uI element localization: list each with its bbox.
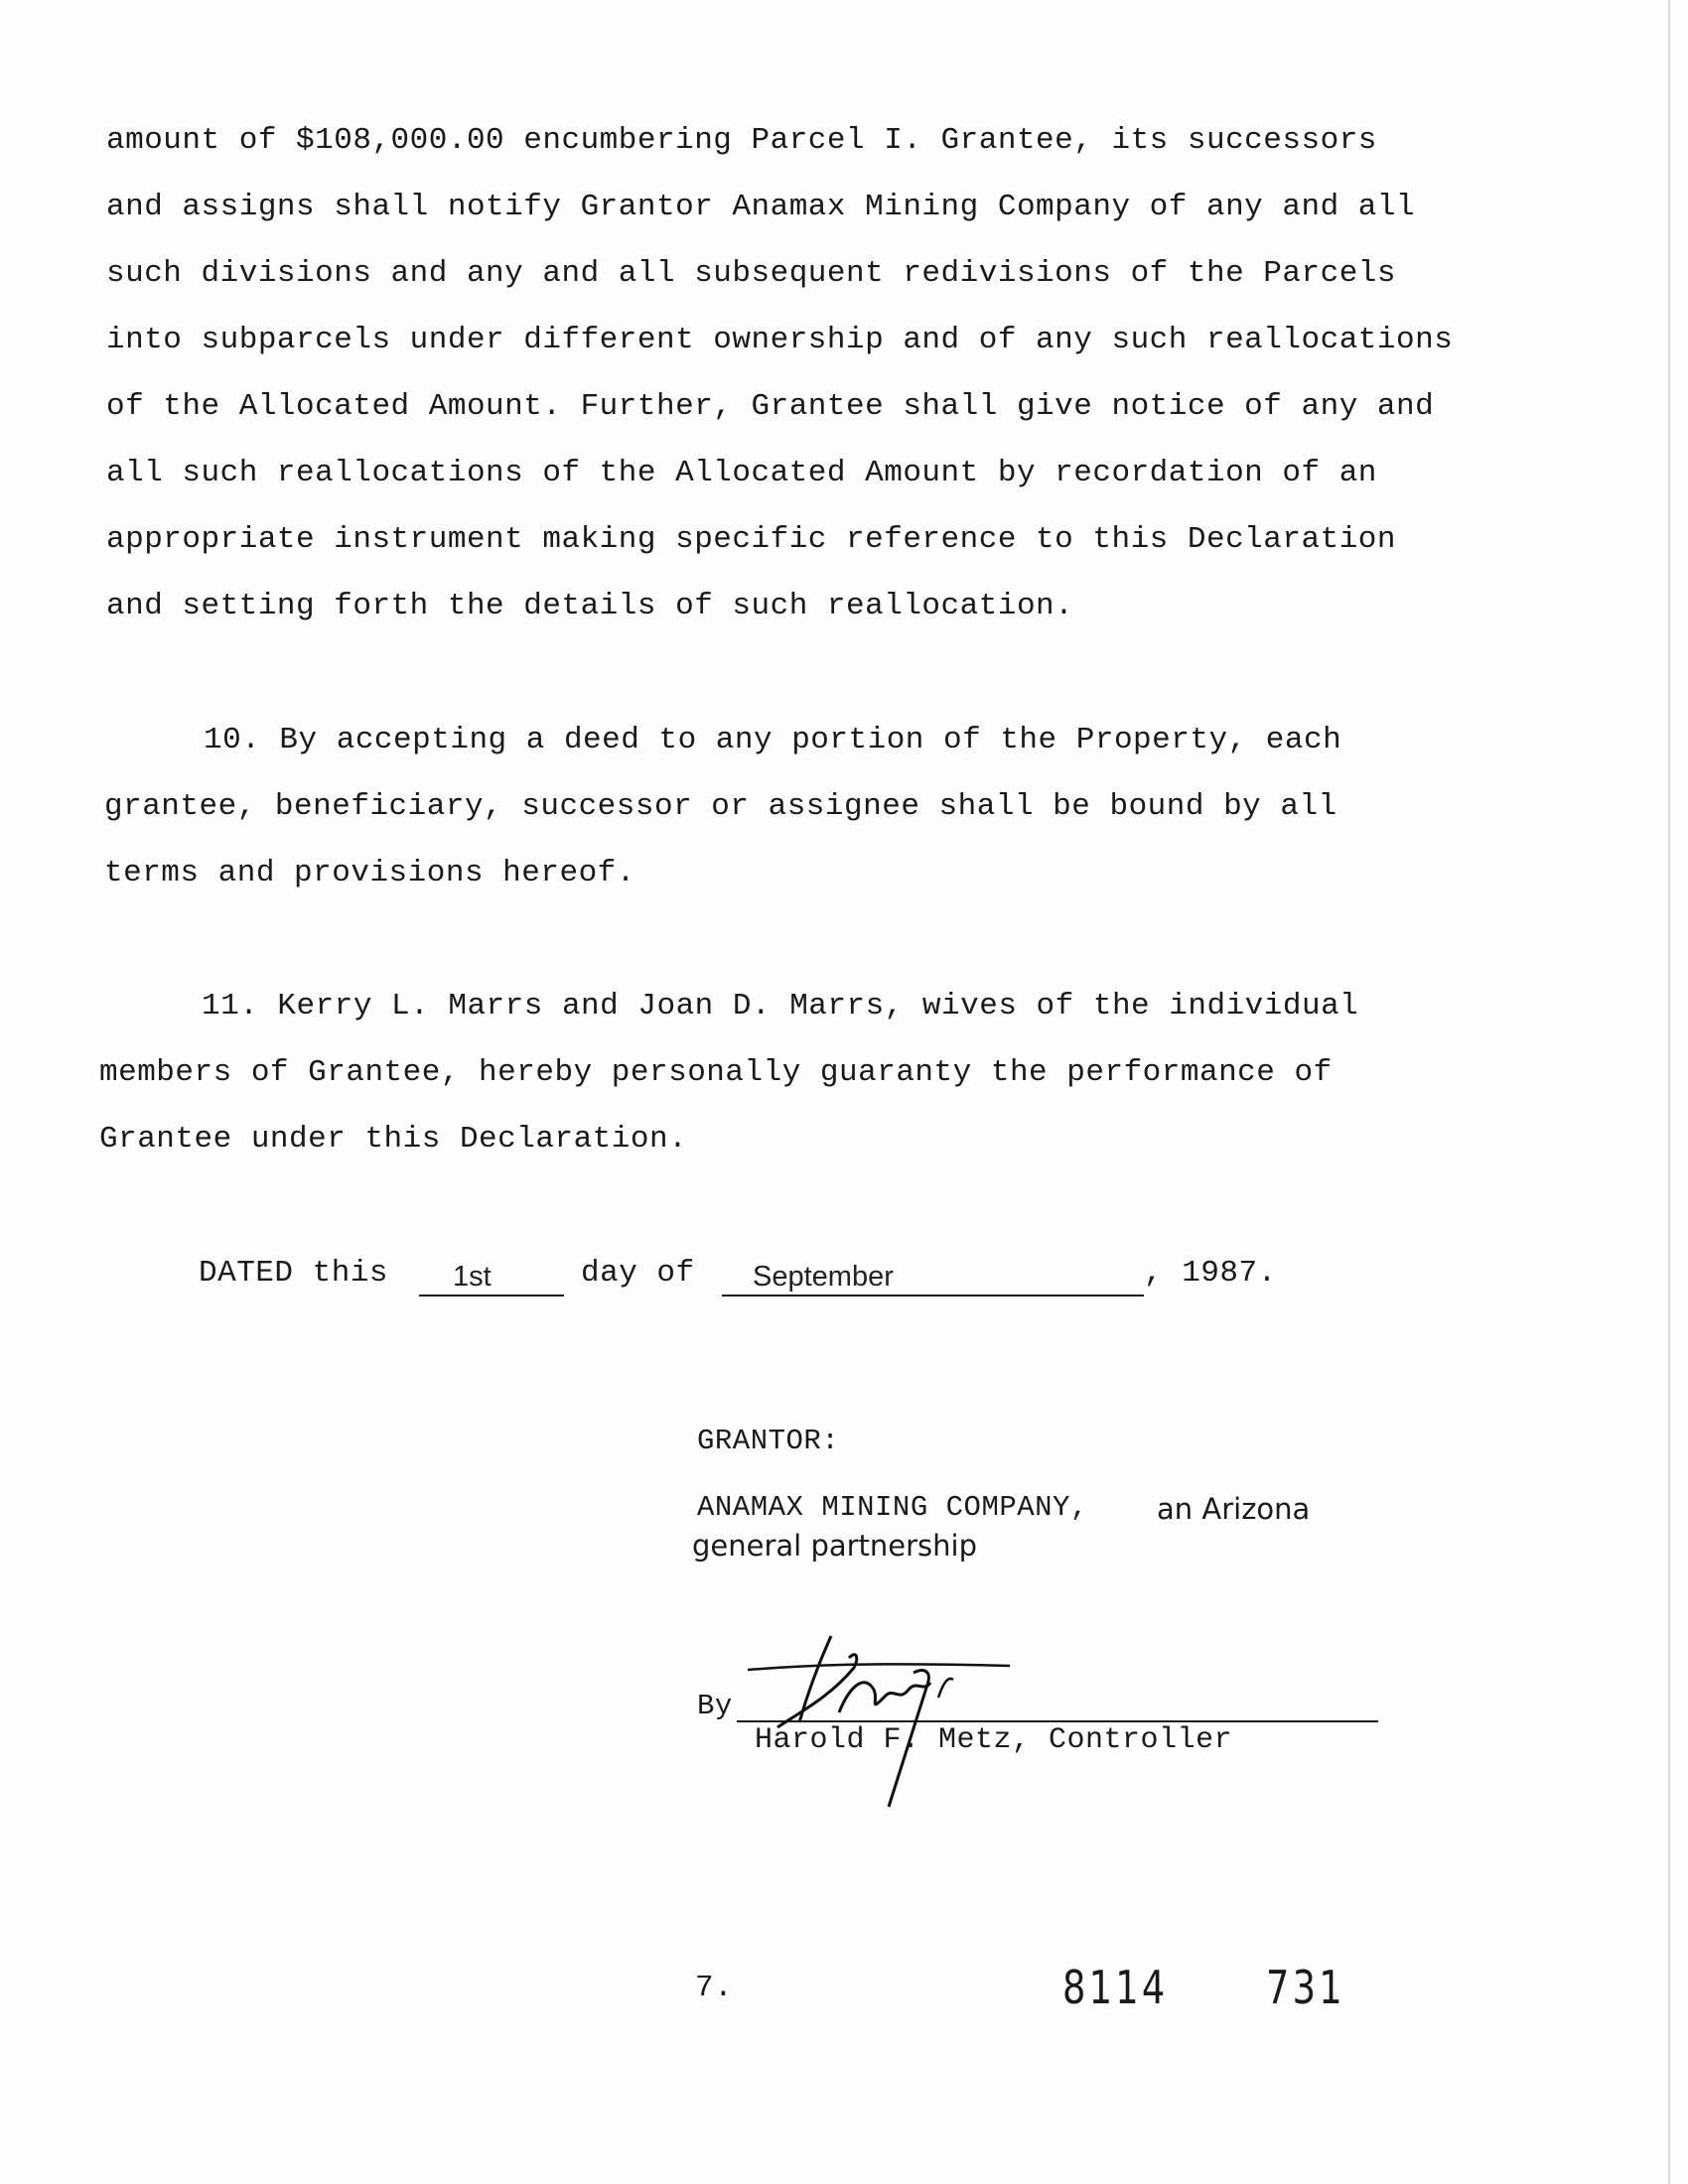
text-line: and assigns shall notify Grantor Anamax Mining Company of any and all bbox=[106, 190, 1416, 224]
signature-scribble bbox=[740, 1628, 1038, 1817]
dated-prefix: DATED this bbox=[199, 1256, 389, 1291]
text-line: terms and provisions hereof. bbox=[104, 856, 635, 890]
text-line: into subparcels under different ownership and of any such reallocations bbox=[106, 323, 1454, 357]
dated-middle: day of bbox=[581, 1256, 695, 1291]
record-page-number: 731 bbox=[1266, 1961, 1345, 2014]
text-line: members of Grantee, hereby personally guaranty the performance of bbox=[99, 1055, 1333, 1090]
dated-year: , 1987. bbox=[1144, 1256, 1277, 1291]
text-line: of the Allocated Amount. Further, Grantee shall give notice of any and bbox=[106, 389, 1435, 424]
page-number: 7. bbox=[695, 1971, 734, 2005]
text-line: all such reallocations of the Allocated Amount by recordation of an bbox=[106, 456, 1377, 490]
grantor-company-desc-2: general partnership bbox=[692, 1529, 978, 1563]
day-value: 1st bbox=[453, 1261, 492, 1293]
text-line: appropriate instrument making specific reference to this Declaration bbox=[106, 522, 1397, 557]
text-line: Grantee under this Declaration. bbox=[99, 1122, 688, 1157]
text-line: such divisions and any and all subsequent redivisions of the Parcels bbox=[106, 256, 1397, 291]
grantor-company-desc: an Arizona bbox=[1157, 1492, 1311, 1526]
record-book-number: 8114 bbox=[1062, 1961, 1169, 2014]
text-line: 10. By accepting a deed to any portion of the Property, each bbox=[204, 723, 1342, 757]
text-line: amount of $108,000.00 encumbering Parcel I. Grantee, its successors bbox=[106, 123, 1377, 158]
grantor-company: ANAMAX MINING COMPANY, bbox=[697, 1491, 1088, 1524]
grantor-heading: GRANTOR: bbox=[697, 1425, 840, 1457]
text-line: 11. Kerry L. Marrs and Joan D. Marrs, wives of the individual bbox=[202, 989, 1359, 1024]
month-value: September bbox=[753, 1261, 894, 1293]
signer-name: Harold F. Metz, Controller bbox=[755, 1723, 1233, 1757]
by-label: By bbox=[697, 1690, 733, 1722]
page-edge bbox=[1668, 0, 1670, 2184]
text-line: grantee, beneficiary, successor or assignee shall be bound by all bbox=[104, 789, 1337, 824]
text-line: and setting forth the details of such reallocation. bbox=[106, 589, 1074, 623]
day-field bbox=[419, 1259, 564, 1297]
